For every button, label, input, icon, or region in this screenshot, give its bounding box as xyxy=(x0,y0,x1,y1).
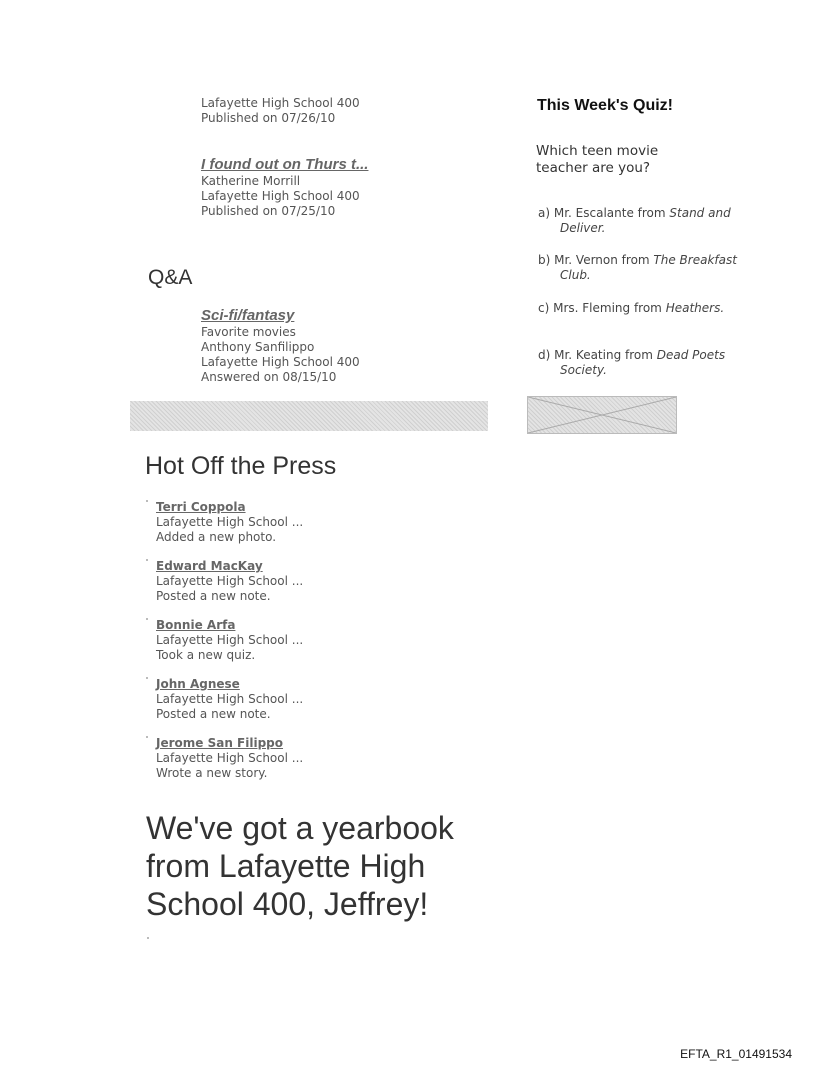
story-date: Published on 07/25/10 xyxy=(201,204,336,218)
bullet-icon xyxy=(146,618,148,620)
press-person-link[interactable]: Terri Coppola xyxy=(156,500,246,514)
quiz-option-d[interactable]: d) Mr. Keating from Dead Poets Society. xyxy=(538,348,726,377)
qa-category: Favorite movies xyxy=(201,325,296,339)
press-item xyxy=(146,618,303,663)
story-1-meta xyxy=(201,96,360,126)
press-action: Posted a new note. xyxy=(156,707,271,721)
qa-title-link[interactable]: Sci-fi/fantasy xyxy=(201,307,295,324)
qa-author: Anthony Sanfilippo xyxy=(201,340,315,354)
story-2 xyxy=(201,156,368,219)
bullet-icon xyxy=(146,677,148,679)
broken-image-icon xyxy=(528,397,676,433)
press-action: Took a new quiz. xyxy=(156,648,256,662)
press-item xyxy=(146,677,303,722)
bullet-icon xyxy=(146,736,148,738)
press-item xyxy=(146,736,303,781)
story-title-link[interactable]: I found out on Thurs t... xyxy=(201,156,369,173)
quiz-option-c[interactable]: c) Mrs. Fleming from Heathers. xyxy=(538,301,725,315)
press-person-link[interactable]: Jerome San Filippo xyxy=(156,736,284,750)
yearbook-banner: We've got a yearbook from Lafayette High School 400, Jeffrey! xyxy=(146,810,454,922)
press-school: Lafayette High School ... xyxy=(156,751,304,765)
press-person-link[interactable]: John Agnese xyxy=(156,677,240,691)
story-author: Katherine Morrill xyxy=(201,174,301,188)
story-date: Published on 07/26/10 xyxy=(201,111,336,125)
section-divider-band xyxy=(130,401,488,431)
press-school: Lafayette High School ... xyxy=(156,515,304,529)
press-item xyxy=(146,559,303,604)
story-school: Lafayette High School 400 xyxy=(201,96,360,110)
bullet-icon xyxy=(146,500,148,502)
press-action: Wrote a new story. xyxy=(156,766,268,780)
qa-heading: Q&A xyxy=(148,266,193,289)
press-item xyxy=(146,500,303,545)
quiz-image-placeholder xyxy=(527,396,677,434)
bullet-icon xyxy=(147,937,149,939)
quiz-heading: This Week's Quiz! xyxy=(537,97,673,114)
press-person-link[interactable]: Edward MacKay xyxy=(156,559,263,573)
qa-school: Lafayette High School 400 xyxy=(201,355,360,369)
press-person-link[interactable]: Bonnie Arfa xyxy=(156,618,236,632)
press-action: Added a new photo. xyxy=(156,530,277,544)
story-school: Lafayette High School 400 xyxy=(201,189,360,203)
bullet-icon xyxy=(146,559,148,561)
qa-date: Answered on 08/15/10 xyxy=(201,370,337,384)
press-action: Posted a new note. xyxy=(156,589,271,603)
qa-item xyxy=(201,307,360,385)
press-heading: Hot Off the Press xyxy=(145,452,337,480)
quiz-option-b[interactable]: b) Mr. Vernon from The Breakfast Club. xyxy=(538,253,737,282)
quiz-option-a[interactable]: a) Mr. Escalante from Stand and Deliver. xyxy=(538,206,731,235)
press-school: Lafayette High School ... xyxy=(156,692,304,706)
quiz-question: Which teen movie teacher are you? xyxy=(536,143,659,176)
document-id: EFTA_R1_01491534 xyxy=(680,1047,792,1061)
press-school: Lafayette High School ... xyxy=(156,633,304,647)
press-school: Lafayette High School ... xyxy=(156,574,304,588)
